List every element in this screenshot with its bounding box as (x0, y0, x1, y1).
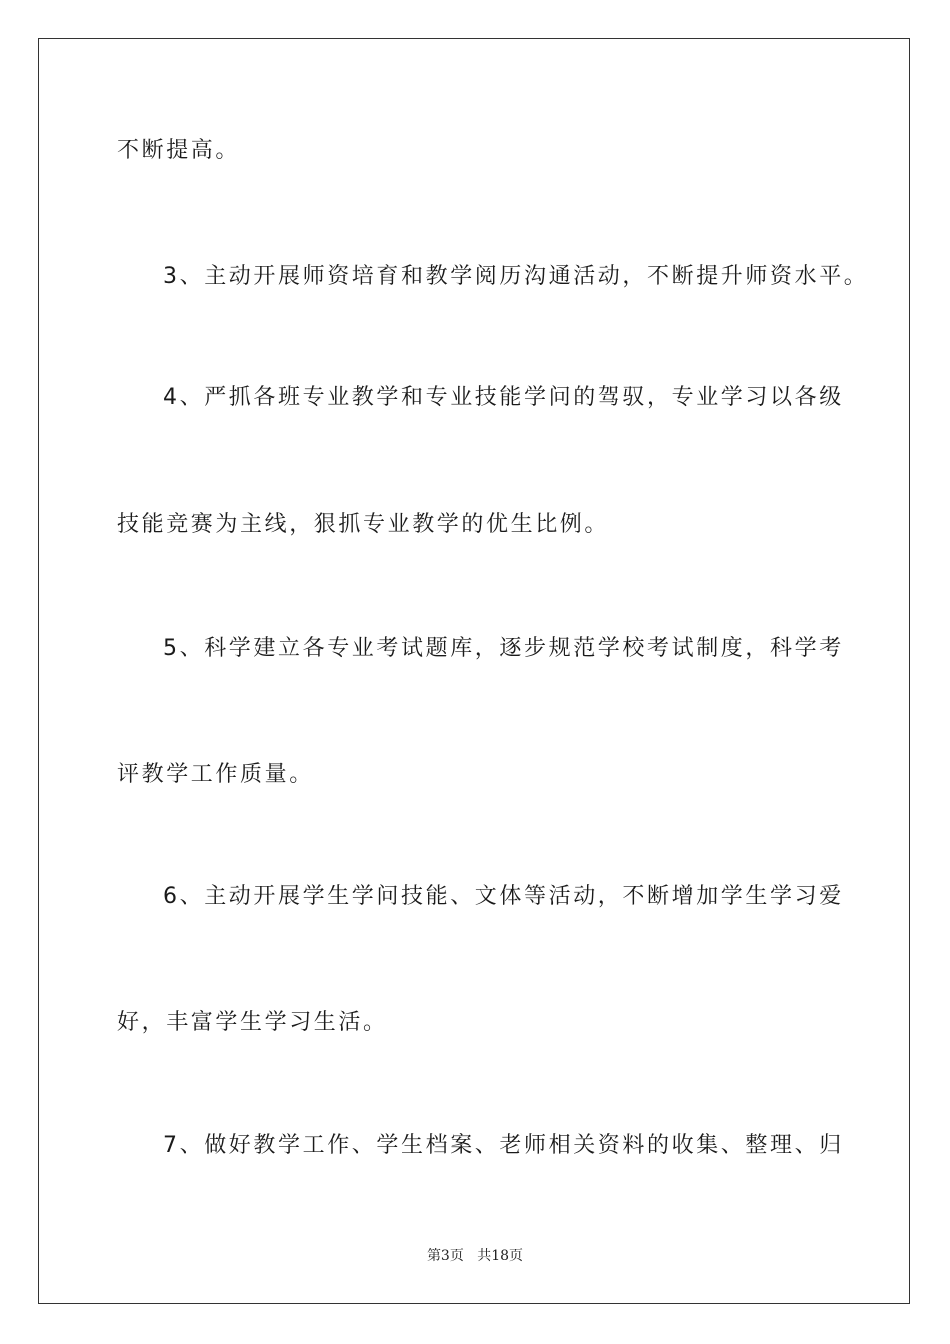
text-line: 6、主动开展学生学问技能、文体等活动，不断增加学生学习爱 (163, 884, 844, 909)
text-line: 5、科学建立各专业考试题库，逐步规范学校考试制度，科学考 (163, 636, 844, 661)
page-number: 第3页 (426, 1248, 464, 1264)
text-line: 4、严抓各班专业教学和专业技能学问的驾驭，专业学习以各级 (163, 385, 844, 410)
text-line: 技能竞赛为主线，狠抓专业教学的优生比例。 (117, 512, 610, 537)
page-footer (0, 1246, 950, 1266)
page-total: 共18页 (477, 1248, 524, 1264)
page-border (38, 38, 910, 1304)
text-line: 7、做好教学工作、学生档案、老师相关资料的收集、整理、归 (163, 1133, 844, 1158)
text-line: 评教学工作质量。 (117, 762, 314, 787)
text-line: 3、主动开展师资培育和教学阅历沟通活动，不断提升师资水平。 (163, 264, 869, 289)
text-line: 好，丰富学生学习生活。 (117, 1010, 388, 1035)
text-line: 不断提高。 (117, 138, 241, 163)
